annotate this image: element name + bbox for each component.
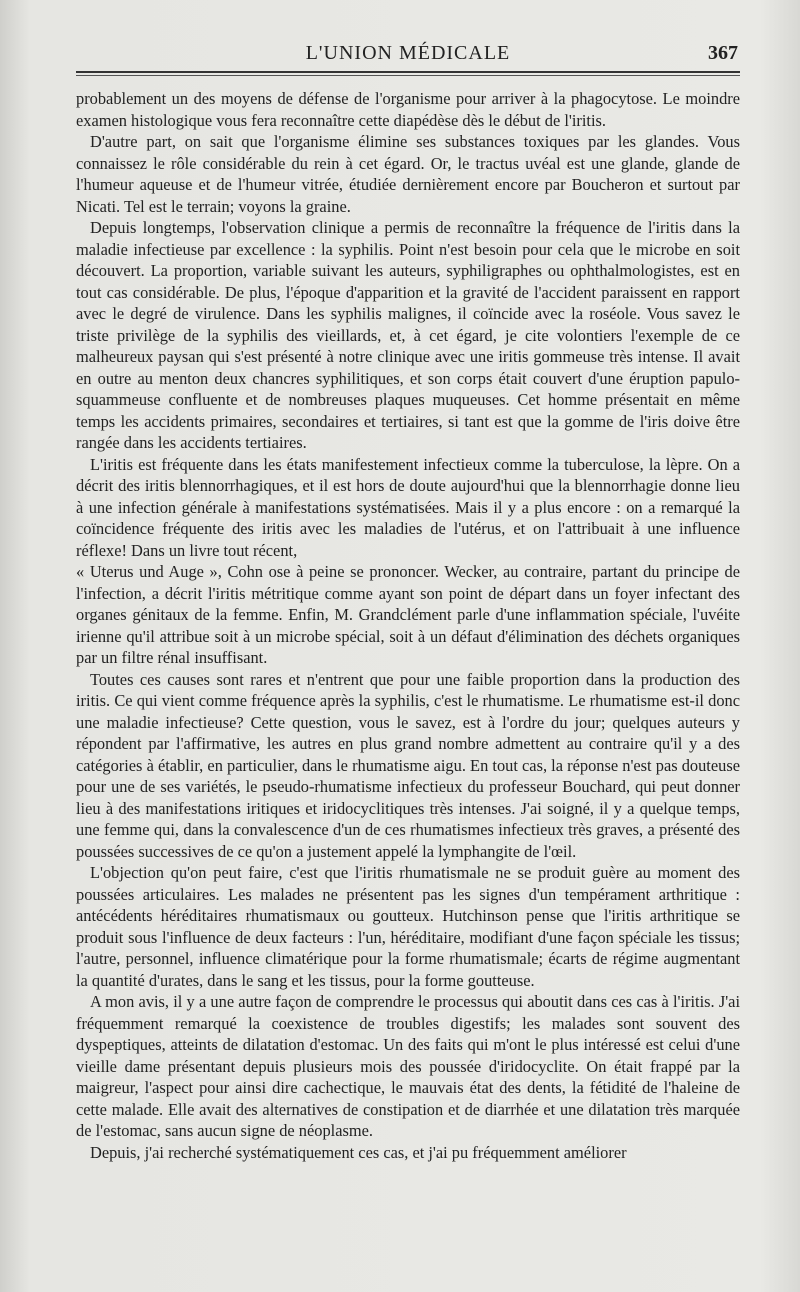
page-header (76, 40, 740, 70)
paragraph: « Uterus und Auge », Cohn ose à peine se prononcer. Wecker, au contraire, partant du principe de l'infection, a décrit l'iritis métritique comme ayant son point de départ dans un foyer infectant des organes génitaux de la femme. Enfin, M. Grandclément parle d'une inflammation spéciale, l'uvéite irienne qu'il attribue soit à un microbe spécial, soit à un défaut d'élimination des déchets organiques par un filtre rénal insuffisant. (76, 562, 740, 667)
running-title: L'UNION MÉDICALE (305, 42, 511, 64)
header-rule-thin (76, 75, 740, 76)
paragraph: L'iritis est fréquente dans les états manifestement infectieux comme la tuberculose, la lèpre. On a décrit des iritis blennorrhagiques, et il est hors de doute aujourd'hui que la blennorrhagie donne lieu à une infection générale à manifestations systématisées. Mais il y a plus encore : on a remarqué la coïncidence fréquente des iritis avec les maladies de l'utérus, et on l'attribuait à une influence réflexe! Dans un livre tout récent, (76, 454, 740, 560)
paragraph: L'objection qu'on peut faire, c'est que l'iritis rhumatismale ne se produit guère au moment des poussées articulaires. Les malades ne présentent pas les signes d'un tempérament arthritique : antécédents héréditaires rhumatismaux ou goutteux. Hutchinson pense que l'iritis arthritique se produit sous l'influence de deux facteurs : l'un, héréditaire, modifiant d'une façon spéciale les tissus; l'autre, personnel, influence climatérique pour la forme rhumatismale; écarts de régime augmentant la quantité d'urates, dans le sang et les tissus, pour la forme goutteuse. (76, 863, 740, 990)
paragraph: probablement un des moyens de défense de l'organisme pour arriver à la phagocytose. Le moindre examen histologique vous fera reconnaître cette diapédèse dès le début de l'iritis. (76, 89, 740, 130)
paragraph: D'autre part, on sait que l'organisme élimine ses substances toxiques par les glandes. Vous connaissez le rôle considérable du rein à cet égard. Or, le tractus uvéal est une glande, glande de l'humeur aqueuse et de l'humeur vitrée, étudiée dernièrement encore par Boucheron et surtout par Nicati. Tel est le terrain; voyons la graine. (76, 132, 740, 216)
article-body (76, 88, 740, 1163)
paragraph: Depuis longtemps, l'observation clinique a permis de reconnaître la fréquence de l'iritis dans la maladie infectieuse par excellence : la syphilis. Point n'est besoin pour cela que le microbe en soit découvert. La proportion, variable suivant les auteurs, syphiligraphes ou ophthalmologistes, est en tout cas considérable. De plus, l'époque d'apparition et la gravité de l'accident paraissent en rapport avec le degré de virulence. Dans les syphilis malignes, il coïncide avec la roséole. Vous savez le triste privilège de la syphilis des vieillards, et, à cet égard, je cite volontiers l'exemple de ce malheureux paysan qui s'est présenté à notre clinique avec une iritis gommeuse très intense. Il avait en outre au menton deux chancres syphilitiques, et son corps était couvert d'une éruption papulo-squammeuse confluente et de nombreuses plaques muqueuses. Cet homme présentait en même temps les accidents primaires, secondaires et tertiaires, si tant est que la gomme de l'iris doive être rangée dans les accidents tertiaires. (76, 218, 740, 452)
page-number: 367 (708, 42, 738, 64)
header-rule (76, 71, 740, 73)
paragraph: Depuis, j'ai recherché systématiquement ces cas, et j'ai pu fréquemment améliorer (90, 1142, 627, 1162)
paragraph: Toutes ces causes sont rares et n'entrent que pour une faible proportion dans la production des iritis. Ce qui vient comme fréquence après la syphilis, c'est le rhumatisme. Le rhumatisme est-il donc une maladie infectieuse? Cette question, vous le savez, est à l'ordre du jour; quelques auteurs y répondent par l'affirmative, les autres en plus grand nombre admettent au contraire qu'il y a des catégories à établir, en particulier, dans le rhumatisme aigu. En tout cas, la réponse n'est pas douteuse pour une de ses variétés, le pseudo-rhumatisme infectieux du professeur Bouchard, qui peut donner lieu à des manifestations iritiques et iridocyclitiques très intenses. J'ai soigné, il y a quelque temps, une femme qui, dans la convalescence d'un de ces rhumatismes infectieux très graves, a présenté des poussées successives de ce qu'on a justement appelé la lymphangite de l'œil. (76, 669, 740, 861)
paragraph: A mon avis, il y a une autre façon de comprendre le processus qui aboutit dans ces cas à l'iritis. J'ai fréquemment remarqué la coexistence de troubles digestifs; les malades sont souvent des dyspeptiques, atteints de dilatation d'estomac. Un des faits qui m'ont le plus intéressé est celui d'une vieille dame présentant depuis plusieurs mois des poussée d'iridocyclite. On était frappé par la maigreur, l'aspect pour ainsi dire cachectique, le mauvais état des dents, la fétidité de l'haleine de cette malade. Elle avait des alternatives de constipation et de diarrhée et une dilatation très marquée de l'estomac, sans aucun signe de néoplasme. (76, 992, 740, 1140)
